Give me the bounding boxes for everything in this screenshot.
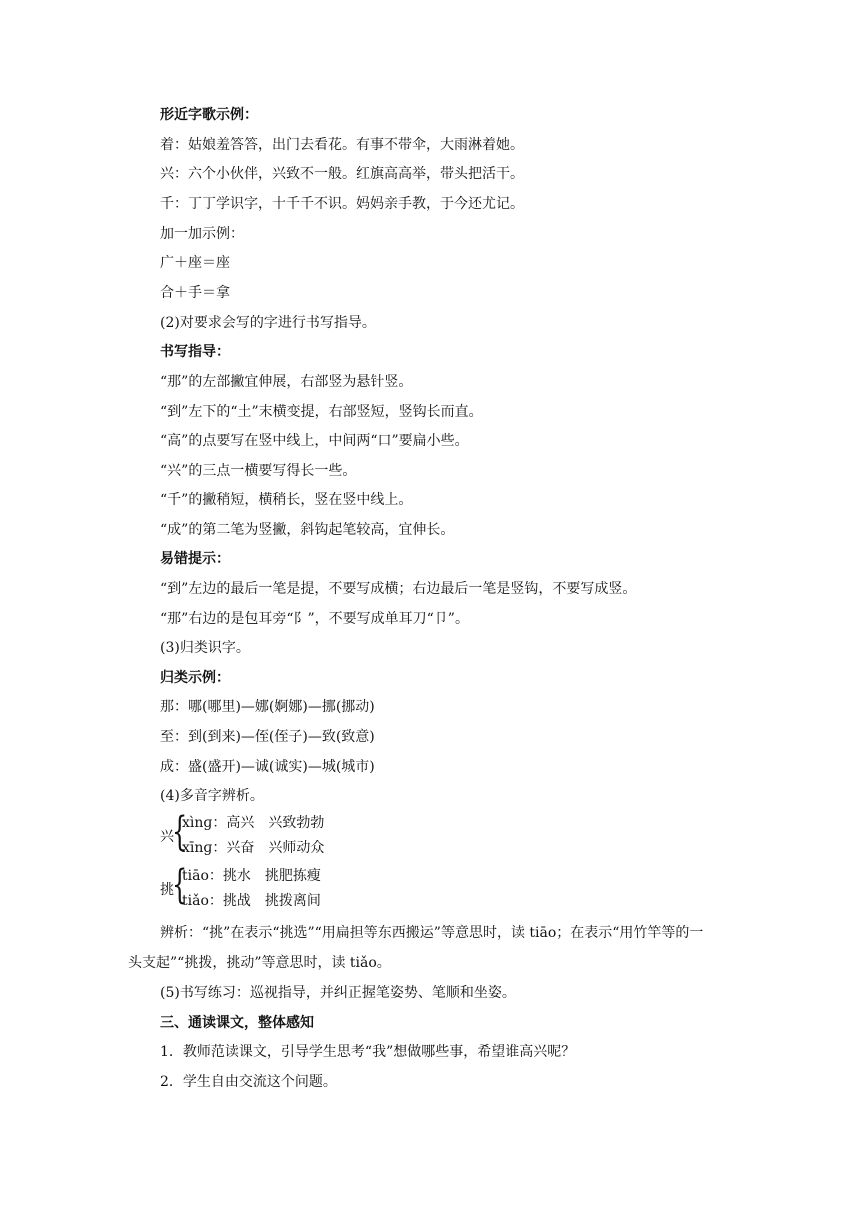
polyphone-reading: xīnɡ：兴奋 兴师动众	[182, 840, 325, 856]
rhyme-line: 着：姑娘羞答答，出门去看花。有事不带伞，大雨淋着她。	[160, 137, 524, 153]
polyphone-reading: tiǎo：挑战 挑拨离间	[182, 893, 321, 909]
section-3-item: 2．学生自由交流这个问题。	[160, 1074, 337, 1090]
heading-add: 加一加示例：	[160, 226, 244, 242]
brace-symbol: {	[172, 809, 188, 855]
classify-line: 那：哪(哪里)—娜(婀娜)—挪(挪动)	[160, 699, 375, 715]
step-4: (4)多音字辨析。	[160, 788, 264, 804]
heading-classify: 归类示例：	[160, 670, 230, 686]
error-tip-line: “到”左边的最后一笔是提，不要写成横；右边最后一笔是竖钩，不要写成竖。	[160, 581, 637, 597]
write-guide-line: “那”的左部撇宜伸展，右部竖为悬针竖。	[160, 374, 413, 390]
add-example: 广＋座＝座	[160, 255, 230, 271]
rhyme-line: 兴：六个小伙伴，兴致不一般。红旗高高举，带头把活干。	[160, 166, 524, 182]
write-guide-line: “到”左下的“土”末横变提，右部竖短，竖钩长而直。	[160, 404, 483, 420]
write-guide-line: “成”的第二笔为竖撇，斜钩起笔较高，宜伸长。	[160, 522, 455, 538]
heading-error-tips: 易错提示：	[160, 551, 230, 567]
step-3: (3)归类识字。	[160, 640, 250, 656]
heading-writing-guide: 书写指导：	[160, 344, 230, 360]
add-example: 合＋手＝拿	[160, 285, 230, 301]
write-guide-line: “高”的点要写在竖中线上，中间两“口”要扁小些。	[160, 433, 469, 449]
polyphone-char: 挑	[160, 882, 174, 898]
section-3-item: 1．教师范读课文，引导学生思考“我”想做哪些事，希望谁高兴呢？	[160, 1044, 576, 1060]
write-guide-line: “兴”的三点一横要写得长一些。	[160, 463, 357, 479]
step-2: (2)对要求会写的字进行书写指导。	[160, 315, 376, 331]
analysis-line: 头支起”“挑拨，挑动”等意思时，读 tiǎo。	[128, 955, 391, 971]
polyphone-char: 兴	[160, 829, 174, 845]
polyphone-reading: xìnɡ：高兴 兴致勃勃	[182, 815, 325, 831]
write-guide-line: “千”的撇稍短，横稍长，竖在竖中线上。	[160, 492, 413, 508]
polyphone-reading: tiāo：挑水 挑肥拣瘦	[182, 868, 321, 884]
heading-form-similar: 形近字歌示例：	[160, 107, 258, 123]
brace-symbol: {	[172, 862, 188, 908]
analysis-line: 辨析：“挑”在表示“挑选”“用扁担等东西搬运”等意思时，读 tiāo；在表示“用竹竿等的一	[160, 925, 704, 941]
rhyme-line: 千：丁丁学识字，十千千不识。妈妈亲手教，于今还尤记。	[160, 196, 524, 212]
error-tip-line: “那”右边的是包耳旁“阝”，不要写成单耳刀“卩”。	[160, 611, 469, 627]
section-3-title: 三、通读课文，整体感知	[160, 1015, 314, 1031]
classify-line: 成：盛(盛开)—诚(诚实)—城(城市)	[160, 759, 375, 775]
classify-line: 至：到(到来)—侄(侄子)—致(致意)	[160, 729, 375, 745]
step-5: (5)书写练习：巡视指导，并纠正握笔姿势、笔顺和坐姿。	[160, 985, 516, 1001]
